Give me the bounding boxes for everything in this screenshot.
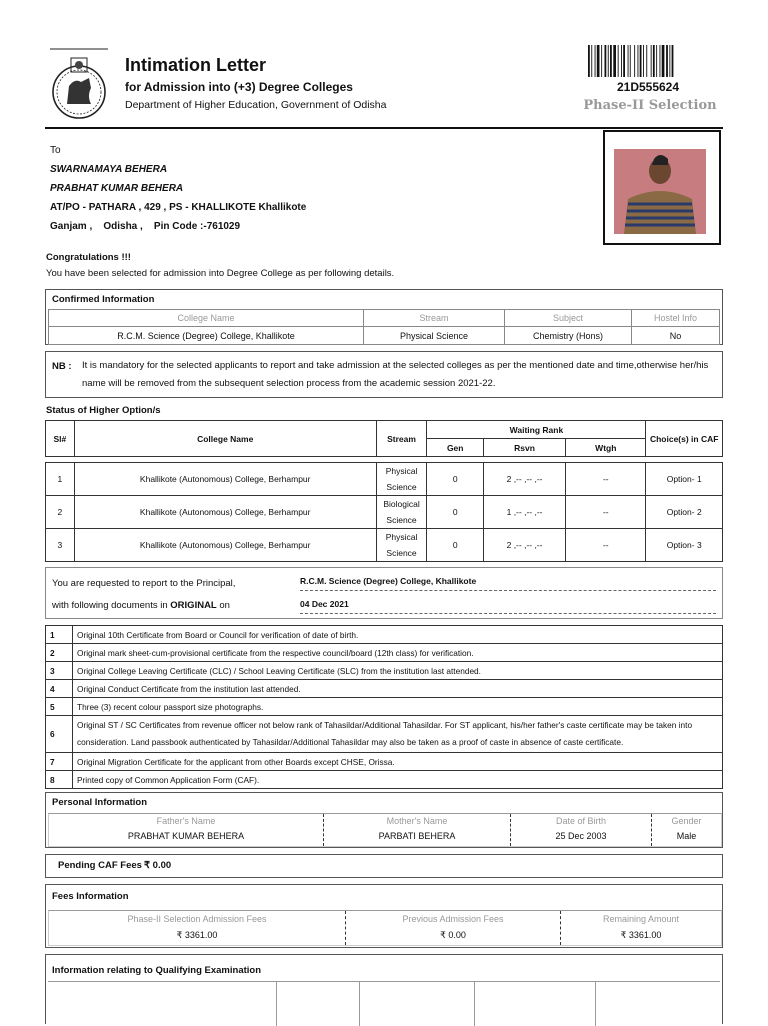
col-subject: Subject bbox=[505, 310, 632, 327]
previous-fees-cell: Previous Admission Fees ₹ 0.00 bbox=[345, 911, 560, 945]
document-number: 2 bbox=[46, 644, 73, 662]
option-wtgh: -- bbox=[566, 529, 646, 562]
nb-panel bbox=[45, 351, 723, 398]
header-divider bbox=[45, 127, 723, 129]
higher-options-table bbox=[45, 420, 723, 562]
document-text: Original Conduct Certificate from the institution last attended. bbox=[73, 680, 723, 698]
document-number: 3 bbox=[46, 662, 73, 680]
document-row bbox=[46, 644, 723, 662]
hostel-value: No bbox=[632, 327, 720, 345]
report-line-1: You are requested to report to the Principal, bbox=[52, 578, 236, 589]
father-cell: Father's Name PRABHAT KUMAR BEHERA bbox=[127, 816, 245, 841]
document-text: Original 10th Certificate from Board or Council for verification of date of birth. bbox=[73, 626, 723, 644]
confirmed-table bbox=[48, 309, 720, 345]
report-line-2: with following documents in ORIGINAL on bbox=[52, 600, 230, 611]
option-sl: 2 bbox=[46, 496, 75, 529]
col-stream: Stream bbox=[376, 421, 427, 457]
option-sl: 1 bbox=[46, 463, 75, 496]
document-row bbox=[46, 680, 723, 698]
col-rsvn: Rsvn bbox=[483, 439, 565, 457]
applicant-photo bbox=[614, 149, 706, 234]
odisha-emblem-icon bbox=[45, 48, 113, 120]
college-name: R.C.M. Science (Degree) College, Khallikote bbox=[49, 327, 364, 345]
table-row bbox=[49, 327, 720, 345]
option-stream: Physical Science bbox=[376, 529, 427, 562]
pending-fees-panel bbox=[45, 854, 723, 878]
option-college: Khallikote (Autonomous) College, Berhampur bbox=[74, 496, 376, 529]
document-text: Three (3) recent colour passport size photographs. bbox=[73, 698, 723, 716]
pending-fees-amount: ₹ 0.00 bbox=[144, 860, 172, 871]
col-hostel: Hostel Info bbox=[632, 310, 720, 327]
confirmed-info-panel bbox=[45, 289, 723, 345]
pending-fees-label: Pending CAF Fees bbox=[58, 860, 142, 871]
col-stream: Stream bbox=[364, 310, 505, 327]
qualifying-exam-title: Information relating to Qualifying Examination bbox=[52, 965, 262, 976]
qualifying-grid bbox=[48, 981, 720, 1026]
document-number: 7 bbox=[46, 753, 73, 771]
document-row bbox=[46, 662, 723, 680]
option-college: Khallikote (Autonomous) College, Berhampur bbox=[74, 463, 376, 496]
stream-value: Physical Science bbox=[364, 327, 505, 345]
document-number: 6 bbox=[46, 716, 73, 753]
personal-info-panel bbox=[45, 792, 723, 848]
personal-info-title: Personal Information bbox=[52, 797, 148, 808]
table-row bbox=[46, 463, 723, 496]
phase2-fees-cell: Phase-II Selection Admission Fees ₹ 3361.00 bbox=[127, 914, 267, 940]
document-text: Original ST / SC Certificates from revenue officer not below rank of Tahasildar/Additional Tahasildar. For ST applicant, his/her father's caste certificate may be taken into consideration. Land passbook authenticated by Tahasildar/Additional Tahasildar may also be taken as a proof of caste in absence of caste certificate. bbox=[73, 716, 723, 753]
col-choice: Choice(s) in CAF bbox=[646, 421, 723, 457]
document-number: 4 bbox=[46, 680, 73, 698]
table-row bbox=[46, 496, 723, 529]
remaining-amount-cell: Remaining Amount ₹ 3361.00 bbox=[560, 911, 721, 945]
option-wtgh: -- bbox=[566, 463, 646, 496]
option-gen: 0 bbox=[427, 496, 484, 529]
option-gen: 0 bbox=[427, 463, 484, 496]
document-row bbox=[46, 753, 723, 771]
option-rsvn: 2 ,-- ,-- ,-- bbox=[483, 529, 565, 562]
document-text: Original Migration Certificate for the applicant from other Boards except CHSE, Orissa. bbox=[73, 753, 723, 771]
option-choice: Option- 3 bbox=[646, 529, 723, 562]
mother-cell: Mother's Name PARBATI BEHERA bbox=[323, 814, 510, 846]
report-panel bbox=[45, 567, 723, 619]
option-college: Khallikote (Autonomous) College, Berhampur bbox=[74, 529, 376, 562]
document-number: 8 bbox=[46, 771, 73, 789]
col-sl: Sl# bbox=[46, 421, 75, 457]
document-row bbox=[46, 716, 723, 753]
documents-table bbox=[45, 625, 723, 789]
address-line-2: Ganjam , Odisha , Pin Code :-761029 bbox=[50, 221, 241, 232]
document-row bbox=[46, 626, 723, 644]
fees-info-title: Fees Information bbox=[52, 891, 129, 902]
nb-label: NB : bbox=[52, 361, 72, 372]
fees-grid bbox=[48, 910, 722, 946]
document-number: 5 bbox=[46, 698, 73, 716]
col-gen: Gen bbox=[427, 439, 484, 457]
fees-info-panel bbox=[45, 884, 723, 948]
document-number: 1 bbox=[46, 626, 73, 644]
department-name: Department of Higher Education, Government of Odisha bbox=[125, 99, 387, 111]
report-college: R.C.M. Science (Degree) College, Khallikote bbox=[300, 576, 716, 591]
higher-options-title: Status of Higher Option/s bbox=[46, 405, 161, 416]
page-subtitle: for Admission into (+3) Degree Colleges bbox=[125, 80, 353, 94]
col-college: College Name bbox=[49, 310, 364, 327]
dob-cell: Date of Birth 25 Dec 2003 bbox=[510, 814, 651, 846]
option-rsvn: 1 ,-- ,-- ,-- bbox=[483, 496, 565, 529]
selection-message: You have been selected for admission into Degree College as per following details. bbox=[46, 268, 395, 279]
nb-text: It is mandatory for the selected applicants to report and take admission at the selected colleges as per the mentioned date and time,otherwise her/his name will be removed from the subsequent selection process from the academic session 2021-22. bbox=[82, 360, 709, 389]
option-stream: Biological Science bbox=[376, 496, 427, 529]
option-choice: Option- 2 bbox=[646, 496, 723, 529]
barcode-icon bbox=[588, 45, 708, 77]
page-title: Intimation Letter bbox=[125, 55, 267, 75]
confirmed-info-title: Confirmed Information bbox=[52, 294, 155, 305]
personal-info-grid bbox=[48, 813, 722, 847]
option-stream: Physical Science bbox=[376, 463, 427, 496]
col-college: College Name bbox=[74, 421, 376, 457]
qualifying-exam-panel bbox=[45, 954, 723, 1024]
option-rsvn: 2 ,-- ,-- ,-- bbox=[483, 463, 565, 496]
col-waiting-rank: Waiting Rank bbox=[427, 421, 646, 439]
application-code: 21D555624 bbox=[616, 80, 680, 94]
option-gen: 0 bbox=[427, 529, 484, 562]
subject-value: Chemistry (Hons) bbox=[505, 327, 632, 345]
document-text: Original College Leaving Certificate (CLC) / School Leaving Certificate (SLC) from the institution last attended. bbox=[73, 662, 723, 680]
guardian-name: PRABHAT KUMAR BEHERA bbox=[50, 183, 184, 194]
gender-cell: Gender Male bbox=[651, 814, 721, 846]
congrats-text: Congratulations !!! bbox=[46, 252, 131, 263]
document-row bbox=[46, 698, 723, 716]
address-line-1: AT/PO - PATHARA , 429 , PS - KHALLIKOTE Khallikote bbox=[50, 202, 307, 213]
option-wtgh: -- bbox=[566, 496, 646, 529]
col-wtgh: Wtgh bbox=[566, 439, 646, 457]
document-row bbox=[46, 771, 723, 789]
option-choice: Option- 1 bbox=[646, 463, 723, 496]
option-sl: 3 bbox=[46, 529, 75, 562]
report-date: 04 Dec 2021 bbox=[300, 599, 716, 614]
recipient-name: SWARNAMAYA BEHERA bbox=[50, 164, 168, 175]
phase-label: Phase-II Selection bbox=[583, 98, 717, 113]
document-text: Printed copy of Common Application Form (CAF). bbox=[73, 771, 723, 789]
to-label: To bbox=[50, 145, 61, 156]
document-text: Original mark sheet-cum-provisional certificate from the respective council/board (12th class) for verification. bbox=[73, 644, 723, 662]
table-row bbox=[46, 529, 723, 562]
